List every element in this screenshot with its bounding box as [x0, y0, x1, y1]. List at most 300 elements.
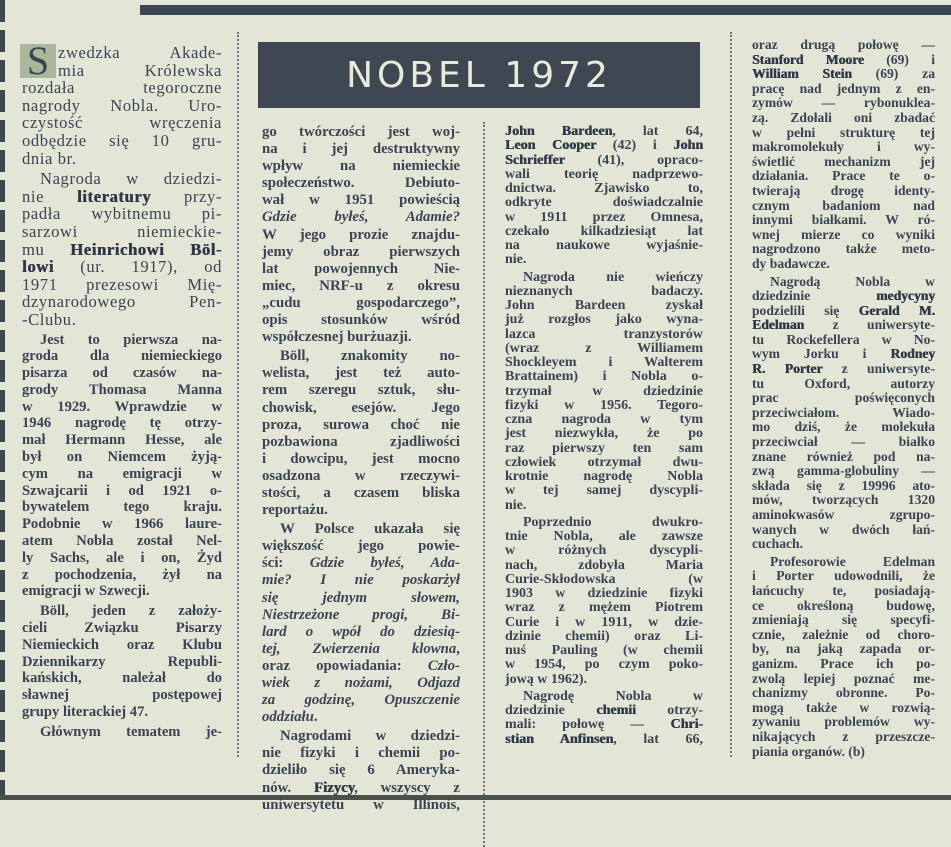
text-line	[22, 276, 222, 294]
text-run: John Bardeen zyskał	[505, 298, 703, 313]
text-run: dzinie chemii) oraz Li-	[505, 628, 703, 644]
text-line	[505, 718, 703, 732]
text-run: czekało kilkadziesiąt lat	[505, 223, 703, 239]
text-line	[22, 550, 222, 567]
text-line	[262, 572, 460, 589]
italic-text: za godzinę, Opuszczenie	[262, 692, 460, 709]
text-line	[752, 701, 935, 716]
text-run: dnictwa. Zjawisko to,	[505, 181, 703, 196]
text-run: ce określoną budowę,	[752, 597, 935, 613]
text-line	[262, 158, 460, 175]
text-run: nie.	[505, 497, 527, 513]
headline-box	[258, 42, 700, 108]
text-line	[262, 261, 460, 278]
text-line	[505, 704, 703, 718]
article-column-1	[22, 44, 222, 744]
text-run: świetlić mechanizm jej	[752, 153, 935, 169]
text-run: Curie-Skłodowska (w	[505, 571, 703, 587]
text-line	[752, 126, 935, 141]
text-line	[505, 139, 703, 153]
text-line	[505, 616, 703, 630]
text-line	[505, 673, 703, 687]
text-line	[752, 53, 935, 68]
text-run: bywatelem tego kraju.	[22, 499, 222, 516]
text-line	[752, 479, 935, 494]
text-line	[752, 686, 935, 701]
bold-text: medycyny	[876, 288, 935, 304]
text-run: w 1911 przez Omnesa,	[505, 209, 703, 225]
text-run: współczesnej burżuazji.	[262, 329, 412, 346]
text-run: przy-	[151, 186, 223, 206]
text-run: zywaniu problemów wy-	[752, 714, 935, 730]
text-line	[505, 733, 703, 747]
text-line	[262, 329, 460, 346]
text-line	[262, 278, 460, 295]
text-line	[505, 370, 703, 384]
bold-text: Rodney	[890, 346, 935, 362]
text-run: na i jej destruktywny	[262, 141, 460, 158]
headline: NOBEL 1972	[346, 54, 612, 96]
text-run: Podobnie w 1966 laure-	[22, 516, 222, 533]
text-run: społeczeństwo. Debiuto-	[262, 175, 460, 192]
text-line	[505, 182, 703, 196]
text-line	[262, 538, 460, 555]
text-run: nach, zdobyła Maria	[505, 557, 703, 573]
text-line	[752, 584, 935, 599]
text-line	[262, 658, 460, 675]
text-line	[752, 537, 935, 552]
text-line	[22, 114, 222, 132]
text-run: welista, jest też auto-	[262, 365, 460, 382]
text-run: zwedzka Akade-	[58, 43, 222, 62]
text-line	[752, 450, 935, 465]
text-run: Nagrodą Nobla w	[770, 273, 935, 289]
paragraph	[22, 170, 222, 328]
text-line	[752, 82, 935, 97]
text-run: Nagrodę Nobla w	[523, 688, 703, 704]
text-line	[752, 184, 935, 199]
italic-text: się jednym słowem,	[262, 589, 460, 606]
text-run: , lat 64,	[612, 124, 703, 139]
text-run: atem Nobla został Nel-	[22, 533, 222, 550]
text-line	[752, 657, 935, 672]
text-run: ,	[456, 640, 460, 657]
text-run: twierają drogę identy-	[752, 182, 935, 198]
bold-text: Heinrichowi Böl-	[70, 239, 222, 259]
text-run: nikających z przeszcze-	[752, 728, 935, 744]
text-run: makromolekuły i wy-	[752, 139, 935, 155]
text-line	[752, 257, 935, 272]
text-run: większość jego powie-	[262, 538, 460, 555]
text-line	[22, 293, 222, 311]
text-line	[505, 499, 703, 513]
text-line	[22, 97, 222, 115]
text-run: reportażu.	[262, 502, 328, 519]
bold-text: Schrieffer	[505, 152, 565, 168]
paragraph	[505, 271, 703, 513]
text-line	[752, 347, 935, 362]
text-run: pisarza od czasów na-	[22, 365, 222, 382]
text-line	[262, 295, 460, 312]
text-run: zą. Zdołali oni zbadać	[752, 109, 935, 125]
text-line	[505, 168, 703, 182]
text-run: działania. Prace te o-	[752, 168, 935, 184]
text-run: prac poświęconych	[752, 390, 935, 406]
paragraph	[752, 555, 935, 759]
text-run: (wraz z Williamem	[505, 340, 703, 356]
italic-text: Gdzie byłeś, Ada-	[309, 555, 460, 572]
text-run: wanych w dwóch łań-	[752, 521, 935, 537]
text-run: otrzy-	[635, 703, 703, 718]
text-line	[22, 150, 222, 168]
italic-text: lard o wpół do dziesią-	[262, 623, 460, 640]
text-run: w tej samej dyscypli-	[505, 483, 703, 499]
text-run: nagrodzono także meto-	[752, 241, 935, 257]
text-line	[752, 318, 935, 333]
text-run: Głównym tematem je-	[40, 723, 222, 740]
text-run: Dziennikarzy Republi-	[22, 653, 222, 670]
bottom-edge	[0, 795, 951, 800]
bold-text: literatury	[76, 186, 152, 206]
text-run: tu Oxford, autorzy	[752, 375, 935, 391]
text-run: groda dla niemieckiego	[22, 348, 222, 365]
text-line	[22, 516, 222, 533]
text-line	[22, 188, 222, 206]
text-line	[262, 365, 460, 382]
text-line	[752, 745, 935, 760]
text-line	[752, 38, 935, 53]
text-run: w 1929. Wprawdzie w	[22, 398, 222, 415]
text-line	[262, 555, 460, 572]
text-run: dziedzinie	[505, 703, 597, 718]
text-line	[752, 96, 935, 111]
text-run: oraz opowiadania:	[262, 657, 428, 674]
bold-text: R. Porter	[752, 361, 823, 377]
text-run: jemy obraz pierwszych	[262, 243, 460, 260]
text-line	[22, 583, 222, 600]
text-run: czystość wręczenia	[22, 113, 222, 133]
text-line	[262, 227, 460, 244]
paragraph	[22, 44, 222, 167]
text-line	[22, 170, 222, 188]
text-run: nieznanych badaczy.	[505, 283, 703, 299]
text-run: mu	[22, 239, 71, 259]
text-run: by, na jaką zapada or-	[752, 641, 935, 657]
text-run: przeciwciałom. Wiado-	[752, 404, 935, 420]
text-line	[752, 523, 935, 538]
text-line	[22, 603, 222, 620]
text-line	[22, 654, 222, 671]
text-run: czna nagroda w tym	[505, 412, 703, 427]
text-line	[22, 241, 222, 259]
text-run: chanizmy obronne. Po-	[752, 685, 935, 701]
text-run: nów.	[262, 779, 314, 796]
bold-text: Stanford Moore	[752, 51, 864, 67]
text-run: (42) i	[596, 138, 674, 154]
text-run: cuchach.	[752, 536, 803, 552]
text-run: 1903 w dziedzinie fizyki	[505, 586, 703, 601]
text-run: i dowcipu, jest mocno	[262, 450, 460, 467]
italic-text: Gdzie byłeś, Adamie?	[262, 209, 460, 226]
text-run: „cudu gospodarczego”,	[262, 294, 460, 311]
text-line	[505, 125, 703, 139]
text-line	[22, 365, 222, 382]
text-run: odbędzie się 10 gru-	[22, 130, 222, 150]
text-run: nie	[22, 186, 77, 206]
bold-text: stian Anfinsen	[505, 731, 614, 747]
text-line	[505, 484, 703, 498]
italic-text: Czło-	[427, 657, 460, 674]
text-run: proza, surowa choć nie	[262, 416, 460, 433]
text-run: łańcuchy te, posiadają-	[752, 582, 935, 598]
text-line	[22, 62, 222, 80]
paragraph	[505, 125, 703, 268]
text-line	[22, 670, 222, 687]
text-run: Nagrodami w dziedzi-	[280, 728, 460, 745]
text-line	[752, 599, 935, 614]
text-run: W Polsce ukazała się	[280, 521, 460, 538]
text-line	[262, 192, 460, 209]
text-run: , lat 66,	[613, 731, 703, 747]
text-run: -Clubu.	[22, 309, 77, 329]
text-line	[752, 715, 935, 730]
text-line	[752, 199, 935, 214]
text-run: cym na emigracji w	[22, 465, 222, 482]
text-line	[262, 641, 460, 658]
text-line	[262, 675, 460, 692]
text-line	[505, 285, 703, 299]
column-divider	[237, 32, 239, 757]
text-run: Böll, jeden z założy-	[40, 603, 222, 620]
text-line	[505, 587, 703, 601]
italic-text: wiek z nożami, Odjazd	[262, 675, 460, 691]
text-run: nagrody Nobla. Uro-	[22, 95, 222, 115]
top-rule	[140, 5, 951, 15]
text-run: cznie, zależnie od choro-	[752, 626, 935, 642]
text-line	[22, 399, 222, 416]
text-run: dnia br.	[22, 148, 77, 168]
text-line	[262, 400, 460, 417]
text-line	[752, 642, 935, 657]
text-run: lat powojennych Nie-	[262, 260, 460, 277]
text-line	[505, 516, 703, 530]
text-run: wpływ na niemieckie	[262, 158, 460, 175]
text-run: rem szeregu sztuk, słu-	[262, 382, 460, 399]
text-run: oraz drugą połowę —	[752, 37, 935, 52]
italic-text: Niestrzeżone progi, Bi-	[262, 606, 460, 623]
text-line	[752, 289, 935, 304]
paragraph	[262, 348, 460, 519]
text-run: Curie i w 1911, w dzie-	[505, 614, 703, 630]
article-column-2	[262, 124, 460, 816]
text-run: zymów — rybonuklea-	[752, 95, 935, 111]
paragraph	[752, 38, 935, 272]
text-line	[22, 432, 222, 449]
text-line	[262, 124, 460, 141]
text-line	[752, 275, 935, 290]
text-line	[262, 745, 460, 762]
text-run: dzynarodowego Pen-	[22, 292, 222, 312]
text-run: krotnie nagrodę Nobla	[505, 469, 703, 484]
paragraph	[505, 690, 703, 747]
text-run: uniwersytetu w Illinois,	[262, 796, 460, 813]
text-line	[752, 67, 935, 82]
text-line	[22, 205, 222, 223]
text-run: mał Hermann Hesse, ale	[22, 432, 222, 449]
text-run: chowisk, esejów. Jego	[262, 399, 460, 416]
text-line	[262, 780, 460, 797]
text-line	[262, 797, 460, 814]
text-run: osadzona w rzeczywi-	[262, 467, 460, 484]
text-line	[752, 169, 935, 184]
text-run: nie fizyki i chemii po-	[262, 745, 460, 762]
text-run: jową w 1962).	[505, 671, 588, 687]
text-line	[752, 628, 935, 643]
text-line	[752, 304, 935, 319]
text-line	[752, 213, 935, 228]
text-line	[262, 728, 460, 745]
text-line	[505, 544, 703, 558]
text-line	[22, 415, 222, 432]
text-run: 1971 prezesowi Mię-	[22, 274, 222, 294]
text-run: grody Thomasa Manna	[22, 381, 222, 398]
bold-text: William Stein	[752, 66, 852, 82]
paragraph	[505, 516, 703, 687]
bold-text: John Bardeen	[505, 124, 613, 139]
text-run: Nagroda nie wieńczy	[523, 269, 703, 285]
text-line	[752, 391, 935, 406]
text-line	[505, 658, 703, 672]
paragraph	[262, 521, 460, 726]
text-line	[22, 483, 222, 500]
text-run: Szwajcarii i od 1921 o-	[22, 482, 222, 499]
bold-text: Edelman	[752, 317, 805, 333]
text-line	[505, 356, 703, 370]
text-run: W jego prozie znajdu-	[262, 226, 460, 243]
text-line	[752, 406, 935, 421]
text-run: Shockleyem i Walterem	[505, 355, 703, 370]
text-line	[22, 704, 222, 721]
text-line	[505, 225, 703, 239]
text-line	[22, 724, 222, 741]
text-line	[505, 601, 703, 615]
page-edge-marks	[0, 0, 5, 800]
text-line	[262, 709, 460, 726]
bold-text: John	[673, 138, 703, 154]
text-run: padła wybitnemu pi-	[22, 204, 222, 224]
bold-text: Leon Cooper	[505, 138, 597, 154]
text-line	[752, 613, 935, 628]
text-line	[505, 253, 703, 267]
text-line	[752, 555, 935, 570]
text-line	[752, 155, 935, 170]
text-line	[752, 377, 935, 392]
bold-text: chemii	[596, 703, 636, 718]
text-line	[22, 449, 222, 466]
text-line	[262, 502, 460, 519]
text-run: dziedzinie	[752, 288, 877, 304]
text-line	[505, 211, 703, 225]
italic-text: oddziału	[262, 709, 314, 726]
article-column-3	[505, 125, 703, 750]
text-line	[262, 141, 460, 158]
text-line	[22, 637, 222, 654]
italic-text: tej, Zwierzenia klowna	[262, 640, 457, 657]
text-line	[752, 435, 935, 450]
text-line	[262, 209, 460, 226]
text-line	[505, 271, 703, 285]
text-run: Niemieckich oraz Klubu	[22, 636, 222, 653]
text-line	[752, 228, 935, 243]
paragraph	[752, 275, 935, 552]
text-line	[22, 620, 222, 637]
italic-text: mie? I nie poskarżył	[262, 572, 460, 589]
text-run: ganizm. Prace ich po-	[752, 655, 935, 671]
text-line	[752, 420, 935, 435]
text-line	[262, 434, 460, 451]
text-line	[262, 451, 460, 468]
text-run: odkryte doświadczalnie	[505, 195, 703, 211]
text-run: mów, tworzących 1320	[752, 492, 935, 508]
text-run: z pochodzenia, żył na	[22, 566, 222, 583]
text-run: 1946 nagrodę tę otrzy-	[22, 415, 222, 432]
text-line	[505, 196, 703, 210]
text-line	[262, 382, 460, 399]
text-run: wali teorię nadprzewo-	[505, 166, 703, 182]
text-run: stości, a czasem bliska	[262, 484, 460, 501]
text-line	[505, 442, 703, 456]
text-run: ly Sachs, ale i on, Żyd	[22, 549, 222, 566]
text-line	[752, 493, 935, 508]
text-line	[262, 417, 460, 434]
text-run: opis stosunków wśród	[262, 312, 460, 329]
text-line	[505, 644, 703, 658]
bold-text: Gerald M.	[858, 302, 936, 318]
article-column-4	[752, 38, 935, 762]
text-run: już rozgłos jako wyna-	[505, 312, 703, 328]
text-line	[752, 672, 935, 687]
text-run: ści:	[262, 555, 310, 572]
text-run: wnej mierze co wyniki	[752, 226, 935, 242]
text-line	[262, 312, 460, 329]
paragraph	[262, 728, 460, 813]
text-run: , wszyscy z	[354, 779, 460, 796]
text-run: Nagroda w dziedzi-	[40, 169, 222, 189]
text-run: tu Rockefellera w No-	[752, 331, 935, 347]
text-line	[752, 730, 935, 745]
text-run: zwą gamma-globuliny —	[752, 463, 935, 479]
text-line	[505, 559, 703, 573]
paragraph	[22, 332, 222, 601]
text-run: trzymał w dziedzinie	[505, 383, 703, 399]
text-line	[505, 427, 703, 441]
text-line	[752, 464, 935, 479]
text-line	[505, 413, 703, 427]
text-run: fizyki w 1956. Tegoro-	[505, 397, 703, 413]
text-line	[22, 223, 222, 241]
text-run: zmieniają się specyfi-	[752, 612, 935, 628]
text-run: (ur. 1917), od	[53, 257, 222, 277]
text-line	[505, 399, 703, 413]
text-run: pracę nad jednym z en-	[752, 80, 935, 96]
text-run: człowiek otrzymał dwu-	[505, 454, 703, 470]
text-line	[262, 175, 460, 192]
text-line	[505, 154, 703, 168]
text-run: jest niezwykła, że po	[505, 426, 703, 442]
text-line	[262, 590, 460, 607]
text-line	[22, 466, 222, 483]
text-line	[262, 244, 460, 261]
